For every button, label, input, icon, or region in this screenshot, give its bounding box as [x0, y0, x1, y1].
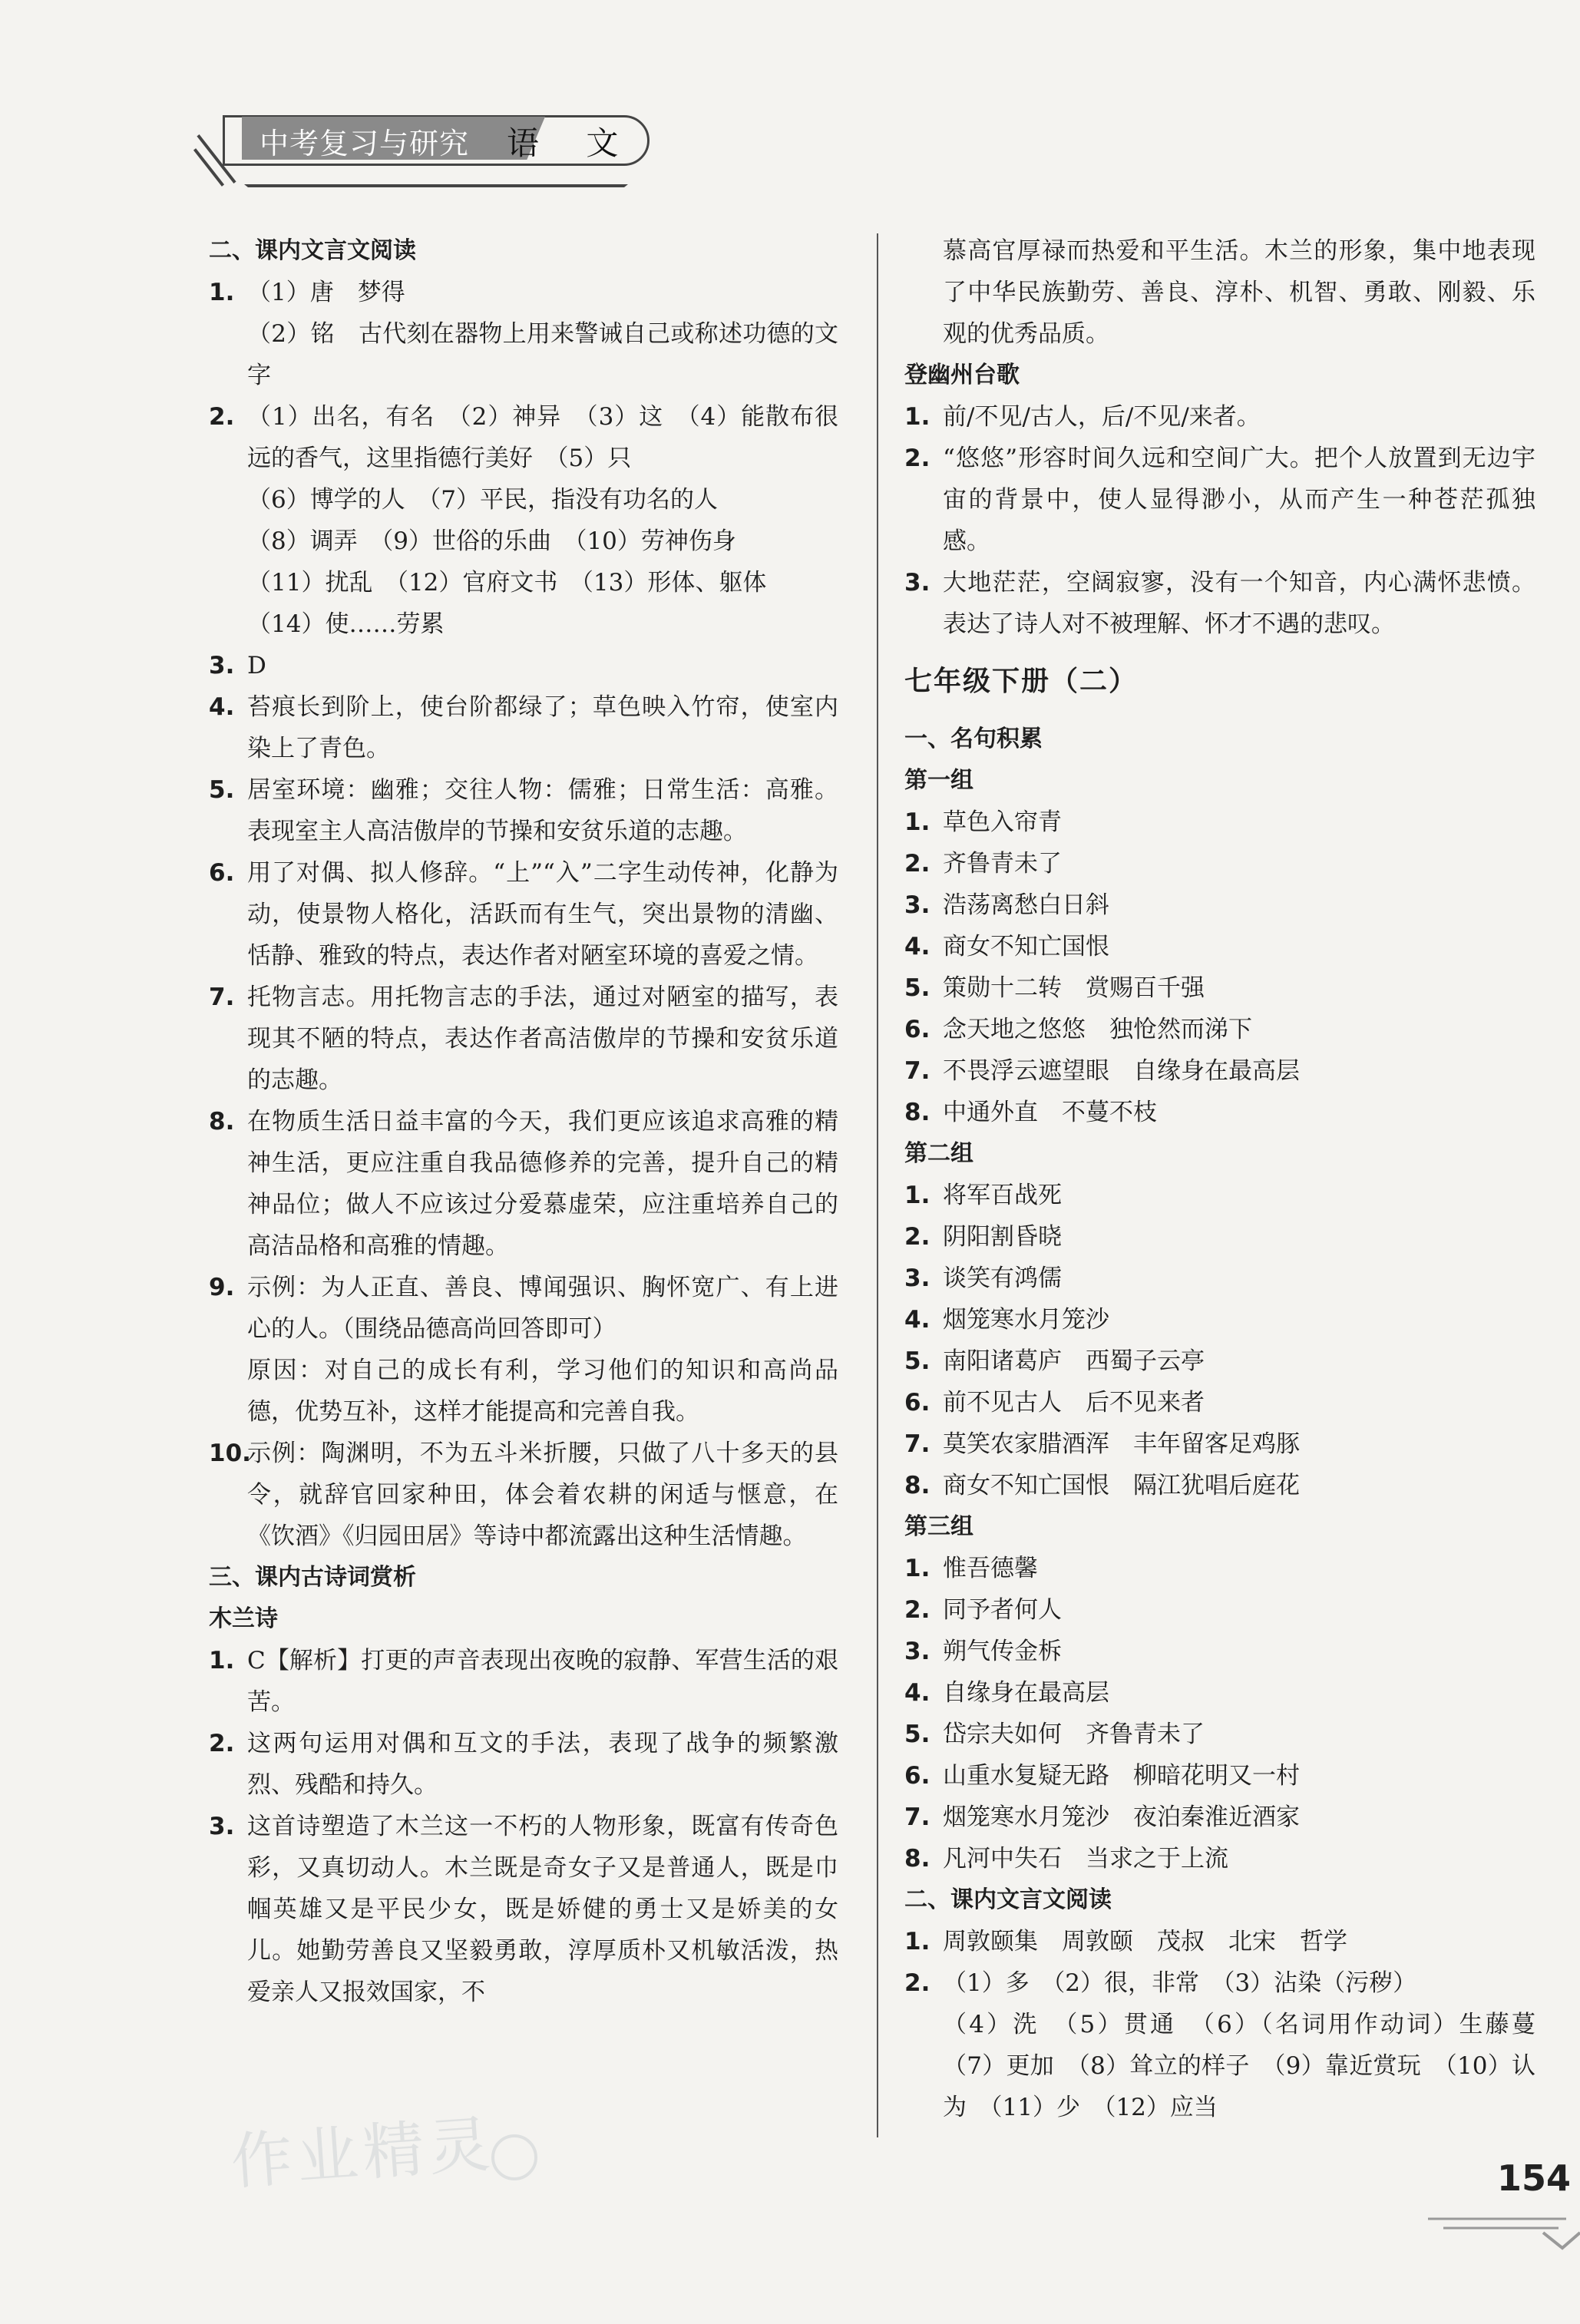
poem-title: 登幽州台歌 — [904, 362, 1020, 388]
item-text: 中通外直 不蔓不枝 — [943, 1099, 1157, 1126]
watermark-icon — [491, 2134, 537, 2180]
answer-text: （8）调弄 （9）世俗的乐曲 （10）劳神伤身 — [247, 527, 736, 555]
list-item — [904, 1631, 1535, 1672]
item-number: 5. — [904, 1721, 930, 1748]
item-number: 7. — [904, 1057, 930, 1085]
answer-item: 2. “悠悠”形容时间久远和空间广大。把个人放置到无边宇宙的背景中，使人显得渺小，从而产生一种苍茫孤独感。 — [904, 445, 1535, 555]
item-number: 2. — [904, 1596, 930, 1624]
watermark-text: 作业精灵 — [228, 2108, 497, 2198]
section-heading: 三、课内古诗词赏析 — [209, 1564, 416, 1591]
item-text: 岱宗夫如何 齐鲁青未了 — [943, 1721, 1205, 1748]
item-text: 谈笑有鸿儒 — [943, 1264, 1062, 1292]
list-item — [904, 1838, 1535, 1879]
list-item — [904, 1175, 1535, 1216]
list-item — [904, 1299, 1535, 1341]
header-underline — [244, 184, 628, 187]
answer-text: （6）博学的人 （7）平民，指没有功名的人 — [247, 486, 718, 514]
item-text: 前不见古人 后不见来者 — [943, 1389, 1205, 1417]
item-number: 5. — [904, 1347, 930, 1375]
list-item — [904, 926, 1535, 967]
item-text: 山重水复疑无路 柳暗花明又一村 — [943, 1762, 1300, 1790]
answer-item: 2. （1）多 （2）很，非常 （3）沾染（污秽） — [904, 1969, 1417, 1997]
item-number: 6. — [904, 1016, 930, 1043]
item-number: 1. — [904, 808, 930, 836]
section-heading: 二、课内文言文阅读 — [209, 237, 416, 264]
item-text: 浩荡离愁白日斜 — [943, 891, 1109, 919]
answer-item: 1. 周敦颐集 周敦颐 茂叔 北宋 哲学 — [904, 1928, 1347, 1955]
answer-item: 7. 托物言志。用托物言志的手法，通过对陋室的描写，表现其不陋的特点，表达作者高洁傲岸的节操和安贫乐道的志趣。 — [209, 983, 838, 1094]
item-number: 1. — [904, 1182, 930, 1209]
list-item — [904, 1382, 1535, 1423]
item-number: 8. — [904, 1845, 930, 1873]
answer-item: 3. 这首诗塑造了木兰这一不朽的人物形象，既富有传奇色彩，又真切动人。木兰既是奇女子又是普通人，既是巾帼英雄又是平民少女，既是娇健的勇士又是娇美的女儿。她勤劳善良又坚毅勇敢，淳厚质朴又机敏活泼，热爱亲人又报效国家，不 — [209, 1813, 838, 2006]
item-text: 同予者何人 — [943, 1596, 1062, 1624]
item-number: 4. — [904, 933, 930, 960]
item-text: 南阳诸葛庐 西蜀子云亭 — [943, 1347, 1205, 1375]
answer-item: 2. 这两句运用对偶和互文的手法，表现了战争的频繁激烈、残酷和持久。 — [209, 1730, 838, 1799]
section-heading: 一、名句积累 — [904, 726, 1043, 752]
item-text: 莫笑农家腊酒浑 丰年留客足鸡豚 — [943, 1430, 1300, 1458]
item-text: 烟笼寒水月笼沙 夜泊秦淮近酒家 — [943, 1803, 1300, 1831]
answer-item: 4. 苔痕长到阶上，使台阶都绿了；草色映入竹帘，使室内染上了青色。 — [209, 693, 838, 762]
list-item — [904, 1258, 1535, 1299]
item-text: 商女不知亡国恨 隔江犹唱后庭花 — [943, 1472, 1300, 1499]
unit-title: 七年级下册（二） — [904, 666, 1139, 697]
item-text: 烟笼寒水月笼沙 — [943, 1306, 1109, 1334]
item-number: 3. — [904, 891, 930, 919]
item-number: 3. — [904, 1638, 930, 1665]
answer-item: 2. （1）出名，有名 （2）神异 （3）这 （4）能散布很远的香气，这里指德行美好 （5）只 — [209, 403, 838, 472]
item-number: 7. — [904, 1430, 930, 1458]
item-number: 1. — [904, 1555, 930, 1582]
answer-item: 5. 居室环境：幽雅；交往人物：儒雅；日常生活：高雅。表现室主人高洁傲岸的节操和安贫乐道的志趣。 — [209, 776, 838, 845]
item-number: 6. — [904, 1389, 930, 1417]
right-column — [904, 230, 1559, 2128]
answer-item: 6. 用了对偶、拟人修辞。“上”“入”二字生动传神，化静为动，使景物人格化，活跃而有生气，突出景物的清幽、恬静、雅致的特点，表达作者对陋室环境的喜爱之情。 — [209, 859, 838, 970]
item-text: 朔气传金柝 — [943, 1638, 1062, 1665]
item-number: 3. — [904, 1264, 930, 1292]
item-number: 2. — [904, 1223, 930, 1251]
book-title: 中考复习与研究 — [259, 127, 470, 160]
list-item — [904, 1009, 1535, 1050]
header-decoration — [193, 148, 224, 187]
page-number: 154 — [1497, 2157, 1572, 2199]
answer-item: 3. 大地茫茫，空阔寂寥，没有一个知音，内心满怀悲愤。表达了诗人对不被理解、怀才不遇的悲叹。 — [904, 569, 1535, 638]
answer-item: 9. 示例：为人正直、善良、博闻强识、胸怀宽广、有上进心的人。（围绕品德高尚回答即可） — [209, 1274, 838, 1343]
answer-text: （4）洗 （5）贯通 （6）（名词用作动词）生藤蔓 （7）更加 （8）耸立的样子 （9）靠近赏玩 （10）认为 （11）少 （12）应当 — [943, 2011, 1559, 2121]
group-list — [904, 1175, 1535, 1506]
answer-text: （14）使……劳累 — [247, 610, 445, 638]
item-text: 策勋十二转 赏赐百千强 — [943, 974, 1205, 1002]
list-item — [904, 1423, 1535, 1465]
list-item — [904, 1216, 1535, 1258]
page-header — [207, 114, 645, 198]
list-item — [904, 1797, 1535, 1838]
item-text: 齐鲁青未了 — [943, 850, 1062, 878]
section-heading: 二、课内文言文阅读 — [904, 1886, 1112, 1913]
answer-item: 1. C【解析】打更的声音表现出夜晚的寂静、军营生活的艰苦。 — [209, 1647, 838, 1716]
list-item — [904, 1050, 1535, 1092]
answer-item: 1. 前/不见/古人，后/不见/来者。 — [904, 403, 1261, 431]
answer-text: （2）铭 古代刻在器物上用来警诫自己或称述功德的文字 — [247, 320, 838, 389]
answer-item: 1. （1）唐 梦得 — [209, 279, 405, 306]
group-heading: 第三组 — [904, 1513, 973, 1540]
item-text: 草色入帘青 — [943, 808, 1062, 836]
list-item — [904, 1341, 1535, 1382]
group-heading: 第一组 — [904, 767, 973, 794]
list-item — [904, 1465, 1535, 1506]
item-number: 5. — [904, 974, 930, 1002]
list-item — [904, 1589, 1535, 1631]
list-item — [904, 1672, 1535, 1714]
item-text: 凡河中失石 当求之于上流 — [943, 1845, 1228, 1873]
subject-label: 语 文 — [507, 124, 637, 162]
answer-text: 慕高官厚禄而热爱和平生活。木兰的形象，集中地表现了中华民族勤劳、善良、淳朴、机智、勇敢、刚毅、乐观的优秀品质。 — [943, 237, 1535, 348]
poem-title: 木兰诗 — [209, 1605, 278, 1632]
item-text: 念天地之悠悠 独怆然而涕下 — [943, 1016, 1252, 1043]
item-number: 7. — [904, 1803, 930, 1831]
group-list — [904, 1548, 1535, 1879]
item-number: 6. — [904, 1762, 930, 1790]
list-item — [904, 1714, 1535, 1755]
list-item — [904, 1755, 1535, 1797]
item-text: 自缘身在最高层 — [943, 1679, 1109, 1707]
item-text: 商女不知亡国恨 — [943, 933, 1109, 960]
page-arrow-icon — [1428, 2211, 1580, 2273]
item-number: 4. — [904, 1306, 930, 1334]
group-heading: 第二组 — [904, 1140, 973, 1167]
left-column — [209, 230, 838, 2013]
column-divider — [877, 233, 878, 2137]
item-number: 4. — [904, 1679, 930, 1707]
answer-item: 8. 在物质生活日益丰富的今天，我们更应该追求高雅的精神生活，更应注重自我品德修养的完善，提升自己的精神品位；做人不应该过分爱慕虚荣，应注重培养自己的高洁品格和高雅的情趣。 — [209, 1108, 838, 1260]
item-number: 2. — [904, 850, 930, 878]
answer-text: 原因：对自己的成长有利，学习他们的知识和高尚品德，优势互补，这样才能提高和完善自我。 — [247, 1357, 838, 1426]
list-item — [904, 1548, 1535, 1589]
answer-item: 3. D — [209, 652, 266, 679]
answer-text: （11）扰乱 （12）官府文书 （13）形体、躯体 — [247, 569, 767, 597]
list-item — [904, 843, 1535, 884]
list-item — [904, 802, 1535, 843]
item-text: 将军百战死 — [943, 1182, 1062, 1209]
item-text: 惟吾德馨 — [943, 1555, 1038, 1582]
group-list — [904, 802, 1535, 1133]
list-item — [904, 884, 1535, 926]
list-item — [904, 967, 1535, 1009]
item-number: 8. — [904, 1472, 930, 1499]
item-number: 8. — [904, 1099, 930, 1126]
item-text: 阴阳割昏晓 — [943, 1223, 1062, 1251]
list-item — [904, 1092, 1535, 1133]
item-text: 不畏浮云遮望眼 自缘身在最高层 — [943, 1057, 1300, 1085]
answer-item: 10. 示例：陶渊明，不为五斗米折腰，只做了八十多天的县令，就辞官回家种田，体会着农耕的闲适与惬意，在《饮酒》《归园田居》等诗中都流露出这种生活情趣。 — [209, 1440, 838, 1550]
